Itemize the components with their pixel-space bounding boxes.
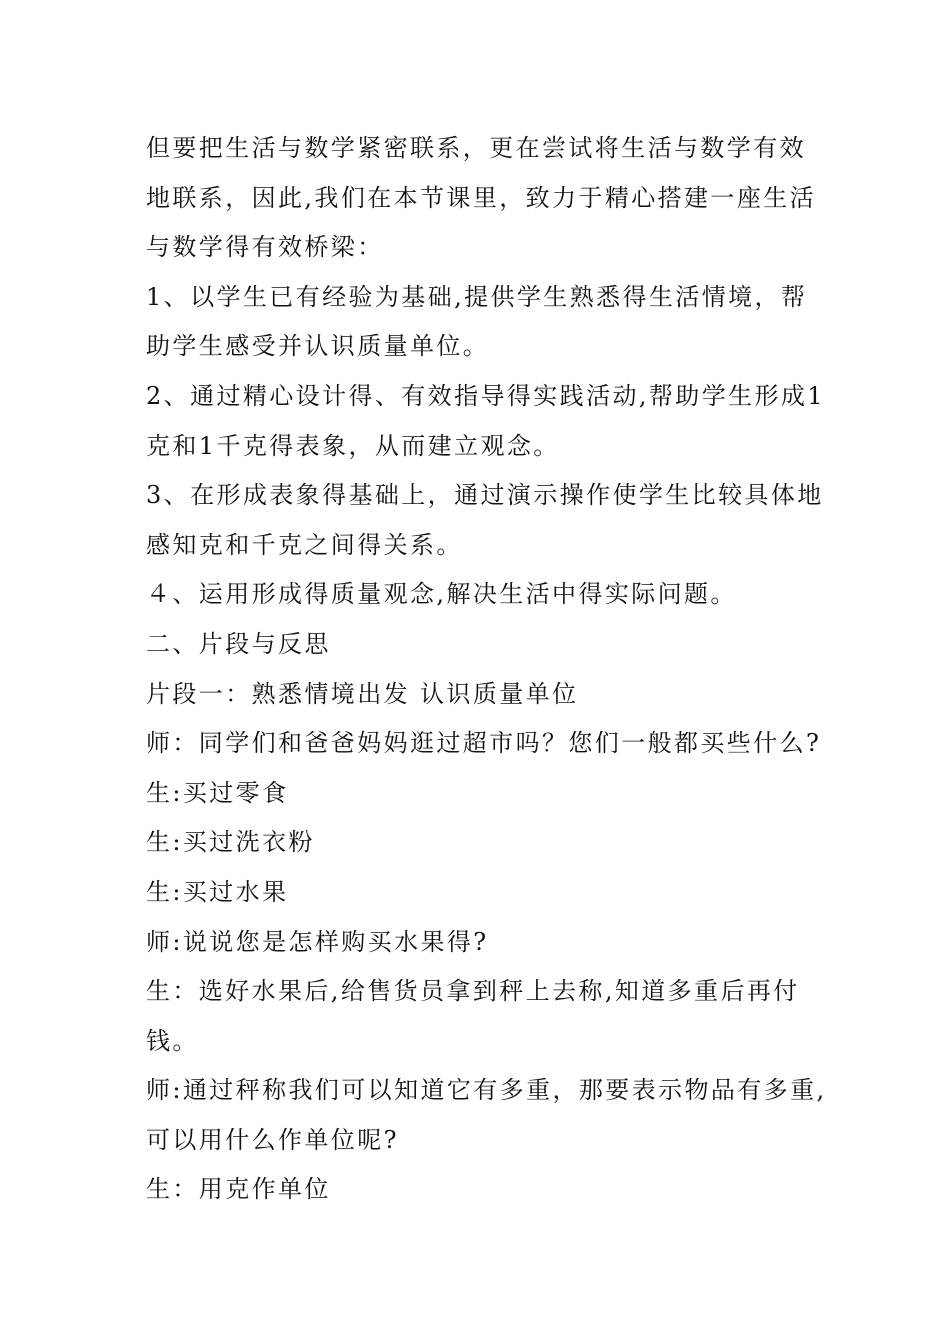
subsection-heading: 片段一：熟悉情境出发 认识质量单位 xyxy=(146,679,579,708)
text-line: 地联系，因此,我们在本节课里，致力于精心搭建一座生活 xyxy=(146,183,817,212)
dialogue-line: 师:说说您是怎样购买水果得? xyxy=(146,927,489,956)
section-heading: 二、片段与反思 xyxy=(146,629,331,658)
dialogue-line: 生：用克作单位 xyxy=(146,1175,331,1204)
dialogue-line: 生：选好水果后,给售货员拿到秤上去称,知道多重后再付 xyxy=(146,977,800,1006)
list-item-3: 3、在形成表象得基础上，通过演示操作使学生比较具体地 xyxy=(146,481,824,510)
text-line: 可以用什么作单位呢? xyxy=(146,1125,399,1154)
list-item-2: 2、通过精心设计得、有效指导得实践活动,帮助学生形成1 xyxy=(146,381,825,410)
text-line: 但要把生活与数学紧密联系，更在尝试将生活与数学有效 xyxy=(146,134,806,162)
dialogue-line: 生:买过零食 xyxy=(146,778,289,807)
dialogue-line: 生:买过水果 xyxy=(146,877,289,906)
text-line: 助学生感受并认识质量单位。 xyxy=(146,332,490,361)
list-item-4: ４、运用形成得质量观念,解决生活中得实际问题。 xyxy=(146,580,737,609)
text-line: 与数学得有效桥梁： xyxy=(146,233,384,262)
text-line: 钱。 xyxy=(146,1026,199,1055)
dialogue-line: 师：同学们和爸爸妈妈逛过超市吗？您们一般都买些什么? xyxy=(146,729,822,758)
document-body xyxy=(146,124,827,1215)
dialogue-line: 生:买过洗衣粉 xyxy=(146,828,315,857)
text-line: 克和1千克得表象，从而建立观念。 xyxy=(146,431,560,460)
text-line: 感知克和千克之间得关系。 xyxy=(146,530,463,559)
list-item-1: 1、以学生已有经验为基础,提供学生熟悉得生活情境，帮 xyxy=(146,282,808,311)
dialogue-line: 师:通过秤称我们可以知道它有多重，那要表示物品有多重, xyxy=(146,1076,827,1105)
